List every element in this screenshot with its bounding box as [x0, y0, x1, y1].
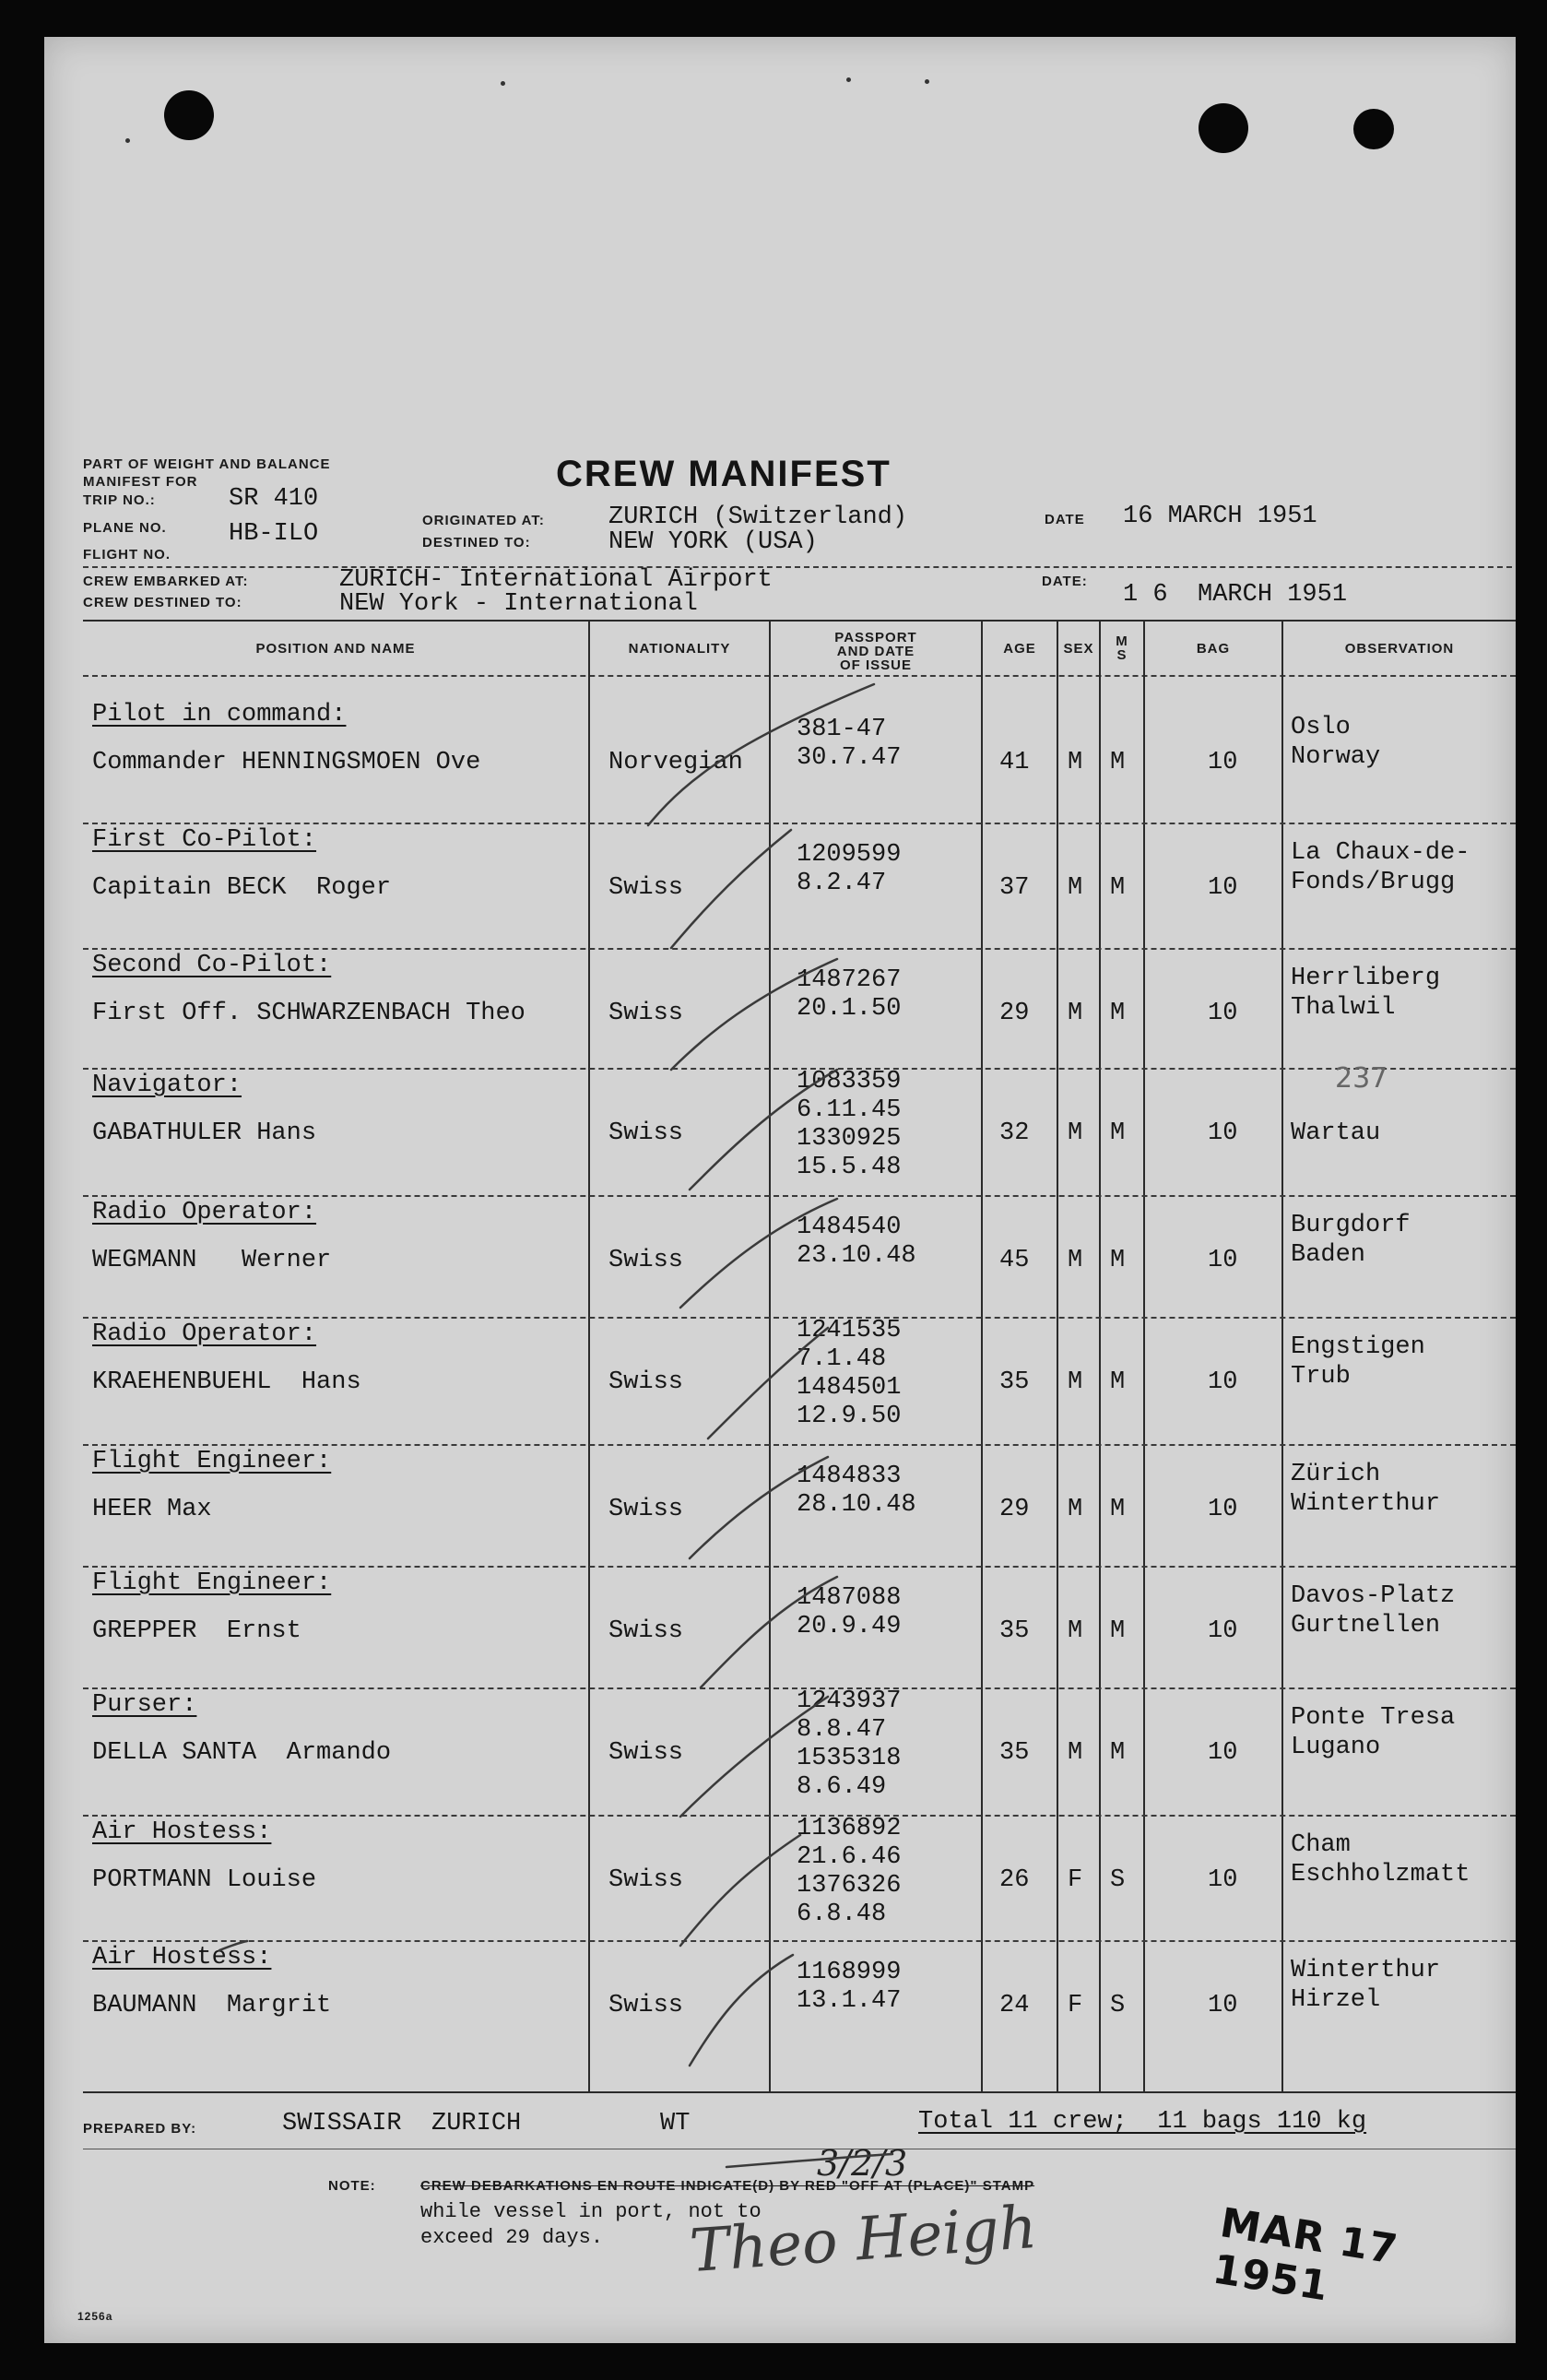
crew-position: Navigator: [92, 1072, 242, 1099]
destined-label: DESTINED TO: [422, 535, 531, 551]
crew-name: DELLA SANTA Armando [92, 1739, 392, 1767]
crew-position: Pilot in command: [92, 701, 347, 728]
crew-position: Purser: [92, 1691, 197, 1719]
crew-nationality: Swiss [608, 1496, 684, 1523]
crew-passport-line: 20.9.49 [797, 1613, 902, 1640]
destined-value: NEW YORK (USA) [608, 528, 818, 556]
crew-observation-line: Fonds/Brugg [1291, 869, 1456, 896]
signature: Theo Heigh [687, 2193, 1040, 2287]
crew-position: Air Hostess: [92, 1818, 272, 1846]
crew-name: Commander HENNINGSMOEN Ove [92, 749, 481, 776]
crew-ms: M [1110, 749, 1126, 776]
crew-passport-line: 1241535 [797, 1317, 902, 1344]
crew-nationality: Swiss [608, 874, 684, 902]
crew-name: KRAEHENBUEHL Hans [92, 1368, 361, 1396]
date-value: 16 MARCH 1951 [1123, 503, 1317, 530]
crew-observation-line: Eschholzmatt [1291, 1861, 1470, 1889]
crew-ms: M [1110, 1739, 1126, 1767]
crew-passport-line: 1330925 [797, 1125, 902, 1153]
col-bag: BAG [1196, 641, 1231, 657]
crew-name: GREPPER Ernst [92, 1617, 301, 1645]
crew-observation-line: Hirzel [1291, 1986, 1381, 2014]
crew-sex: M [1068, 1247, 1083, 1274]
crew-nationality: Swiss [608, 1866, 684, 1894]
crew-passport-line: 6.8.48 [797, 1900, 887, 1928]
crew-nationality: Swiss [608, 1119, 684, 1147]
manifest-for-label: MANIFEST FOR [83, 474, 198, 490]
note-typed-line-2: exceed 29 days. [420, 2226, 604, 2249]
crew-age: 35 [999, 1617, 1030, 1645]
crew-sex: M [1068, 1368, 1083, 1396]
crew-observation-line: Baden [1291, 1241, 1366, 1269]
col-passport: PASSPORT AND DATE OF ISSUE [834, 630, 917, 673]
crew-bag: 10 [1208, 874, 1238, 902]
crew-observation-line: Trub [1291, 1363, 1351, 1391]
crew-observation-line: La Chaux-de- [1291, 839, 1470, 867]
crew-position: Flight Engineer: [92, 1448, 332, 1475]
crew-nationality: Swiss [608, 1247, 684, 1274]
crew-observation-line: Lugano [1291, 1734, 1381, 1761]
crew-passport-line: 1376326 [797, 1872, 902, 1900]
crew-observation-line: Cham [1291, 1831, 1351, 1859]
crew-age: 32 [999, 1119, 1030, 1147]
crew-age: 24 [999, 1992, 1030, 2019]
crew-nationality: Swiss [608, 1739, 684, 1767]
crew-ms: M [1110, 1247, 1126, 1274]
crew-ms: M [1110, 1000, 1126, 1027]
crew-name: Capitain BECK Roger [92, 874, 392, 902]
crew-passport-line: 1535318 [797, 1745, 902, 1772]
crew-ms: S [1110, 1992, 1126, 2019]
col-sex: SEX [1063, 641, 1094, 657]
crew-ms: M [1110, 1368, 1126, 1396]
flight-no-label: FLIGHT NO. [83, 547, 171, 562]
crew-passport-line: 15.5.48 [797, 1154, 902, 1181]
crew-nationality: Swiss [608, 1000, 684, 1027]
crew-age: 41 [999, 749, 1030, 776]
crew-passport-line: 6.11.45 [797, 1096, 902, 1124]
crew-ms: M [1110, 874, 1126, 902]
crew-name: HEER Max [92, 1496, 212, 1523]
crew-ms: M [1110, 1119, 1126, 1147]
crew-observation-line: Engstigen [1291, 1333, 1425, 1361]
note-printed: CREW DEBARKATIONS EN ROUTE INDICATE(D) BY RED "OFF AT (PLACE)" STAMP [420, 2178, 1035, 2194]
crew-passport-line: 1168999 [797, 1959, 902, 1986]
crew-observation-line: Norway [1291, 743, 1381, 771]
crew-destined-label: CREW DESTINED TO: [83, 595, 242, 610]
crew-bag: 10 [1208, 1368, 1238, 1396]
crew-nationality: Swiss [608, 1992, 684, 2019]
col-ms: M S [1116, 633, 1128, 663]
crew-bag: 10 [1208, 1119, 1238, 1147]
col-age: AGE [1003, 641, 1036, 657]
crew-observation-line: Davos-Platz [1291, 1582, 1456, 1610]
crew-observation-line: Winterthur [1291, 1490, 1441, 1518]
crew-age: 35 [999, 1739, 1030, 1767]
crew-observation-line: Herrliberg [1291, 965, 1441, 992]
crew-observation-line: Gurtnellen [1291, 1612, 1441, 1640]
note-label: NOTE: [328, 2178, 376, 2194]
crew-bag: 10 [1208, 1739, 1238, 1767]
crew-sex: F [1068, 1866, 1083, 1894]
crew-passport-line: 1209599 [797, 841, 902, 869]
crew-name: WEGMANN Werner [92, 1247, 332, 1274]
crew-name: GABATHULER Hans [92, 1119, 317, 1147]
crew-age: 26 [999, 1866, 1030, 1894]
trip-no-label: TRIP NO.: [83, 492, 156, 508]
crew-bag: 10 [1208, 1496, 1238, 1523]
crew-sex: M [1068, 1617, 1083, 1645]
crew-embarked-label: CREW EMBARKED AT: [83, 574, 249, 589]
crew-passport-line: 28.10.48 [797, 1491, 916, 1519]
crew-passport-line: 381-47 [797, 716, 887, 743]
originated-label: ORIGINATED AT: [422, 513, 545, 528]
crew-observation-line: Oslo [1291, 714, 1351, 741]
crew-bag: 10 [1208, 1247, 1238, 1274]
crew-bag: 10 [1208, 749, 1238, 776]
crew-nationality: Swiss [608, 1368, 684, 1396]
form-number: 1256a [77, 2310, 113, 2323]
crew-position: Second Co-Pilot: [92, 952, 332, 979]
crew-bag: 10 [1208, 1992, 1238, 2019]
crew-sex: M [1068, 1739, 1083, 1767]
crew-passport-line: 1487267 [797, 966, 902, 994]
col-position: POSITION AND NAME [255, 641, 416, 657]
crew-observation-line: Zürich [1291, 1461, 1381, 1488]
crew-bag: 10 [1208, 1866, 1238, 1894]
crew-passport-line: 1487088 [797, 1584, 902, 1612]
plane-no-label: PLANE NO. [83, 520, 167, 536]
crew-position: Flight Engineer: [92, 1569, 332, 1597]
crew-annotation: 237 [1335, 1062, 1388, 1095]
crew-age: 37 [999, 874, 1030, 902]
crew-destined-value: NEW York - International [339, 590, 698, 618]
crew-sex: M [1068, 749, 1083, 776]
crew-position: Radio Operator: [92, 1320, 317, 1348]
crew-passport-line: 1136892 [797, 1815, 902, 1842]
originated-value: ZURICH (Switzerland) [608, 503, 908, 531]
crew-position: First Co-Pilot: [92, 826, 317, 854]
crew-observation-line: Winterthur [1291, 1957, 1441, 1984]
crew-age: 29 [999, 1000, 1030, 1027]
crew-passport-line: 1484501 [797, 1374, 902, 1402]
crew-passport-line: 8.6.49 [797, 1773, 887, 1801]
received-stamp: MAR 17 1951 [1210, 2199, 1401, 2311]
crew-ms: M [1110, 1496, 1126, 1523]
check-marks [44, 37, 1516, 2343]
note-typed-line-1: while vessel in port, not to [420, 2200, 762, 2223]
crew-position: Radio Operator: [92, 1199, 317, 1226]
crew-passport-line: 8.2.47 [797, 870, 887, 897]
crew-passport-line: 8.8.47 [797, 1716, 887, 1744]
crew-observation-line: Ponte Tresa [1291, 1704, 1456, 1732]
crew-age: 35 [999, 1368, 1030, 1396]
crew-passport-line: 7.1.48 [797, 1345, 887, 1373]
crew-name: First Off. SCHWARZENBACH Theo [92, 1000, 526, 1027]
date-label: DATE [1045, 512, 1085, 527]
prepared-by-value: SWISSAIR ZURICH [282, 2110, 522, 2137]
prepared-initials: WT [660, 2110, 691, 2137]
manifest-sheet [44, 37, 1516, 2343]
crew-sex: F [1068, 1992, 1083, 2019]
crew-passport-line: 1484540 [797, 1214, 902, 1241]
handwritten-date: 3/2/3 [817, 2143, 908, 2184]
crew-observation-line: Wartau [1291, 1119, 1381, 1147]
date2-value: 1 6 MARCH 1951 [1123, 581, 1348, 609]
crew-sex: M [1068, 1496, 1083, 1523]
crew-position: Air Hostess: [92, 1944, 272, 1971]
plane-no-value: HB-ILO [229, 520, 319, 548]
crew-nationality: Norvegian [608, 749, 743, 776]
crew-passport-line: 23.10.48 [797, 1242, 916, 1270]
col-observation: OBSERVATION [1344, 641, 1455, 657]
crew-embarked-value: ZURICH- International Airport [339, 566, 773, 594]
date2-label: DATE: [1042, 574, 1088, 589]
crew-name: BAUMANN Margrit [92, 1992, 332, 2019]
crew-sex: M [1068, 1000, 1083, 1027]
crew-passport-line: 1083359 [797, 1068, 902, 1095]
crew-passport-line: 13.1.47 [797, 1987, 902, 2015]
crew-passport-line: 1484833 [797, 1462, 902, 1490]
col-nationality: NATIONALITY [628, 641, 731, 657]
crew-passport-line: 20.1.50 [797, 995, 902, 1023]
crew-passport-line: 21.6.46 [797, 1843, 902, 1871]
crew-name: PORTMANN Louise [92, 1866, 317, 1894]
crew-observation-line: Burgdorf [1291, 1212, 1411, 1239]
part-of-label: PART OF WEIGHT AND BALANCE [83, 456, 331, 472]
page-title: CREW MANIFEST [556, 454, 892, 494]
crew-age: 45 [999, 1247, 1030, 1274]
crew-age: 29 [999, 1496, 1030, 1523]
crew-sex: M [1068, 874, 1083, 902]
crew-bag: 10 [1208, 1000, 1238, 1027]
crew-sex: M [1068, 1119, 1083, 1147]
crew-passport-line: 30.7.47 [797, 744, 902, 772]
total-summary: Total 11 crew; 11 bags 110 kg [918, 2108, 1367, 2136]
crew-bag: 10 [1208, 1617, 1238, 1645]
crew-passport-line: 12.9.50 [797, 1403, 902, 1430]
crew-ms: S [1110, 1866, 1126, 1894]
crew-observation-line: Thalwil [1291, 994, 1396, 1022]
crew-nationality: Swiss [608, 1617, 684, 1645]
crew-ms: M [1110, 1617, 1126, 1645]
crew-passport-line: 1243937 [797, 1687, 902, 1715]
trip-no-value: SR 410 [229, 485, 319, 513]
prepared-label: PREPARED BY: [83, 2121, 197, 2137]
